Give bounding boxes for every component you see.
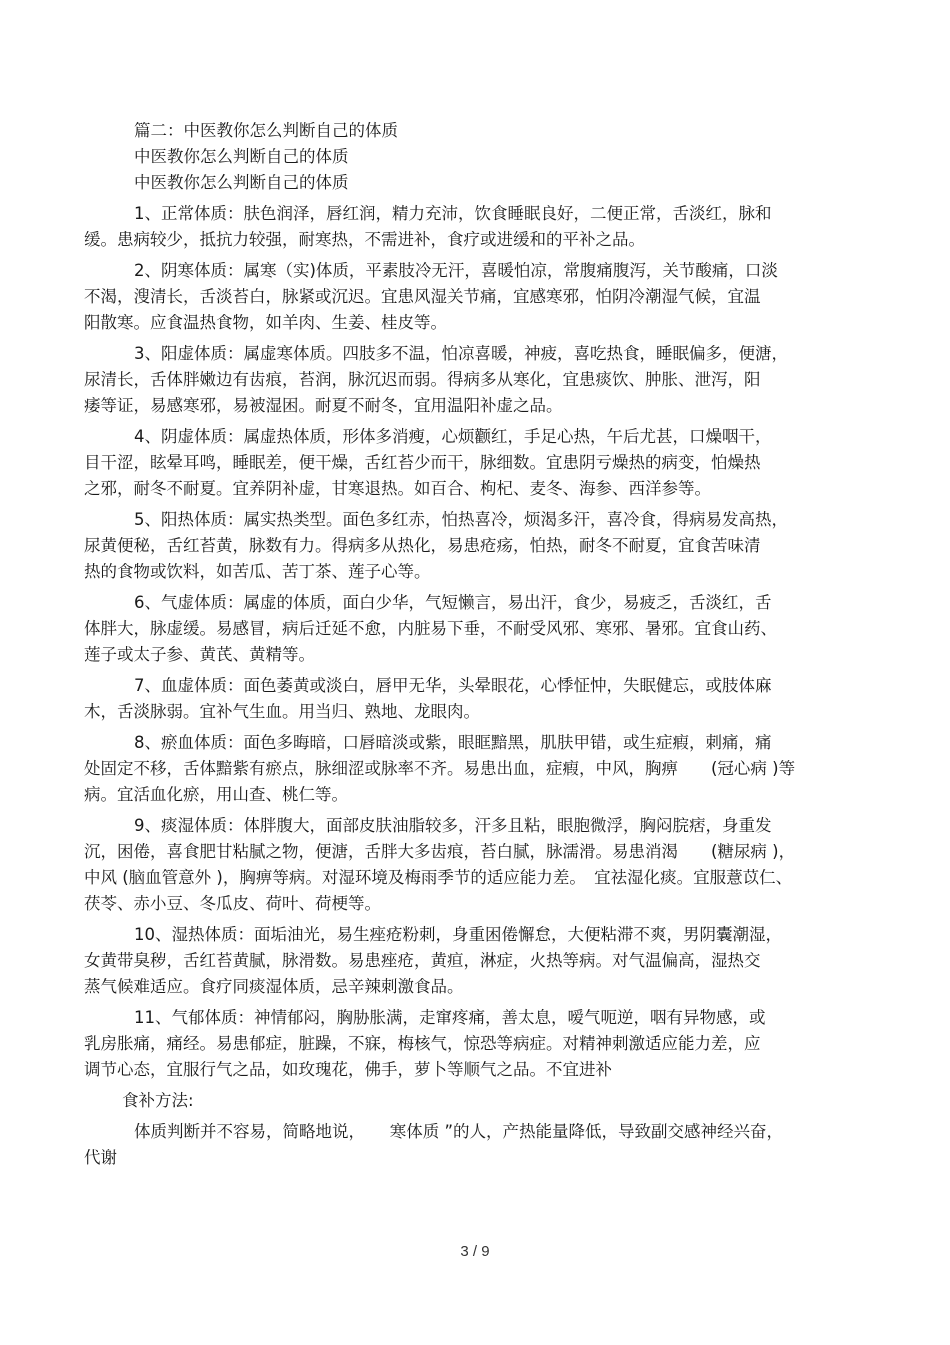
document-body [84, 118, 874, 1171]
text-line: 热的食物或饮料，如苦瓜、苦丁茶、莲子心等。 [84, 562, 431, 581]
text-line: 病。宜活血化瘀，用山查、桃仁等。 [84, 785, 348, 804]
paragraph-damp-heat-constitution [84, 922, 874, 1000]
text-line: 代谢 [84, 1148, 117, 1167]
paragraph-normal-constitution [84, 201, 874, 253]
paragraph-yang-deficiency-constitution [84, 341, 874, 419]
paragraph-qi-deficiency-constitution [84, 590, 874, 668]
text-line: 8、瘀血体质：面色多晦暗，口唇暗淡或紫，眼眶黯黑，肌肤甲错，或生症瘕，刺痛，痛 [134, 733, 772, 752]
text-line: 10、湿热体质：面垢油光，易生痤疮粉刺，身重困倦懈怠，大便粘滞不爽，男阴囊潮湿， [134, 925, 782, 944]
text-line: 11、气郁体质：神情郁闷，胸胁胀满，走窜疼痛，善太息，嗳气呃逆，咽有异物感，或 [134, 1008, 766, 1027]
paragraph-yang-heat-constitution [84, 507, 874, 585]
text-line: 2、阴寒体质：属寒（实)体质，平素肢冷无汗，喜暖怕凉，常腹痛腹泻，关节酸痛，口淡 [134, 261, 778, 280]
text-line: 体质判断并不容易，简略地说， 寒体质 ”的人，产热能量降低，导致副交感神经兴奋， [134, 1122, 784, 1141]
text-line: 茯苓、赤小豆、冬瓜皮、荷叶、荷梗等。 [84, 894, 381, 913]
paragraph-food-therapy-intro [84, 1119, 874, 1171]
paragraph-blood-stasis-constitution [84, 730, 874, 808]
page-number: 3 / 9 [460, 1243, 490, 1260]
paragraph-phlegm-damp-constitution [84, 813, 874, 917]
text-line: 处固定不移，舌体黯紫有瘀点，脉细涩或脉率不齐。易患出血，症瘕，中风，胸痹 (冠心病 )等 [84, 759, 796, 778]
text-line: 1、正常体质：肤色润泽，唇红润，精力充沛，饮食睡眠良好，二便正常，舌淡红，脉和 [134, 204, 772, 223]
text-line: 蒸气候难适应。食疗同痰湿体质，忌辛辣刺激食品。 [84, 977, 464, 996]
paragraph-yin-cold-constitution [84, 258, 874, 336]
food-therapy-subheading: 食补方法: [122, 1091, 194, 1110]
paragraph-blood-deficiency-constitution [84, 673, 874, 725]
text-line: 7、血虚体质：面色萎黄或淡白，唇甲无华，头晕眼花，心悸怔忡，失眠健忘，或肢体麻 [134, 676, 772, 695]
document-title: 中医教你怎么判断自己的体质 [134, 147, 349, 166]
paragraph-qi-stagnation-constitution [84, 1005, 874, 1083]
text-line: 5、阳热体质：属实热类型。面色多红赤，怕热喜冷，烦渴多汗，喜冷食，得病易发高热， [134, 510, 788, 529]
text-line: 尿黄便秘，舌红苔黄，脉数有力。得病多从热化，易患疮疡，怕热，耐冬不耐夏，宜食苦味清 [84, 536, 761, 555]
text-line: 痿等证，易感寒邪，易被湿困。耐夏不耐冬，宜用温阳补虚之品。 [84, 396, 563, 415]
document-title-repeat: 中医教你怎么判断自己的体质 [134, 173, 349, 192]
paragraph-yin-deficiency-constitution [84, 424, 874, 502]
text-line: 缓。患病较少，抵抗力较强，耐寒热，不需进补，食疗或进缓和的平补之品。 [84, 230, 645, 249]
text-line: 中风 (脑血管意外 )，胸痹等病。对湿环境及梅雨季节的适应能力差。 宜祛湿化痰。宜服薏苡仁、 [84, 868, 793, 887]
text-line: 乳房胀痛，痛经。易患郁症，脏躁，不寐，梅核气，惊恐等病症。对精神刺激适应能力差，应 [84, 1034, 761, 1053]
section-title: 篇二：中医教你怎么判断自己的体质 [134, 121, 398, 140]
text-line: 体胖大，脉虚缓。易感冒，病后迁延不愈，内脏易下垂，不耐受风邪、寒邪、暑邪。宜食山药、 [84, 619, 777, 638]
text-line: 女黄带臭秽，舌红苔黄腻，脉滑数。易患痤疮，黄疸，淋症，火热等病。对气温偏高，湿热交 [84, 951, 761, 970]
text-line: 4、阴虚体质：属虚热体质，形体多消瘦，心烦颧红，手足心热，午后尤甚，口燥咽干， [134, 427, 772, 446]
text-line: 莲子或太子参、黄芪、黄精等。 [84, 645, 315, 664]
text-line: 之邪，耐冬不耐夏。宜养阴补虚，甘寒退热。如百合、枸杞、麦冬、海参、西洋参等。 [84, 479, 711, 498]
text-line: 阳散寒。应食温热食物，如羊肉、生姜、桂皮等。 [84, 313, 447, 332]
text-line: 调节心态，宜服行气之品，如玫瑰花，佛手，萝卜等顺气之品。不宜进补 [84, 1060, 612, 1079]
text-line: 不渴，溲清长，舌淡苔白，脉紧或沉迟。宜患风湿关节痛，宜感寒邪，怕阴冷潮湿气候，宜温 [84, 287, 761, 306]
text-line: 9、痰湿体质：体胖腹大，面部皮肤油脂较多，汗多且粘，眼胞微浮，胸闷脘痞，身重发 [134, 816, 772, 835]
text-line: 尿清长，舌体胖嫩边有齿痕，苔润，脉沉迟而弱。得病多从寒化，宜患痰饮、肿胀、泄泻，阳 [84, 370, 761, 389]
text-line: 木，舌淡脉弱。宜补气生血。用当归、熟地、龙眼肉。 [84, 702, 480, 721]
text-line: 目干涩，眩晕耳鸣，睡眠差，便干燥，舌红苔少而干，脉细数。宜患阴亏燥热的病变，怕燥热 [84, 453, 761, 472]
text-line: 6、气虚体质：属虚的体质，面白少华，气短懒言，易出汗，食少，易疲乏，舌淡红，舌 [134, 593, 772, 612]
text-line: 3、阳虚体质：属虚寒体质。四肢多不温，怕凉喜暖，神疲，喜吃热食，睡眠偏多，便溏， [134, 344, 788, 363]
text-line: 沉，困倦，喜食肥甘粘腻之物，便溏，舌胖大多齿痕，苔白腻，脉濡滑。易患消渴 (糖尿病 )， [84, 842, 796, 861]
